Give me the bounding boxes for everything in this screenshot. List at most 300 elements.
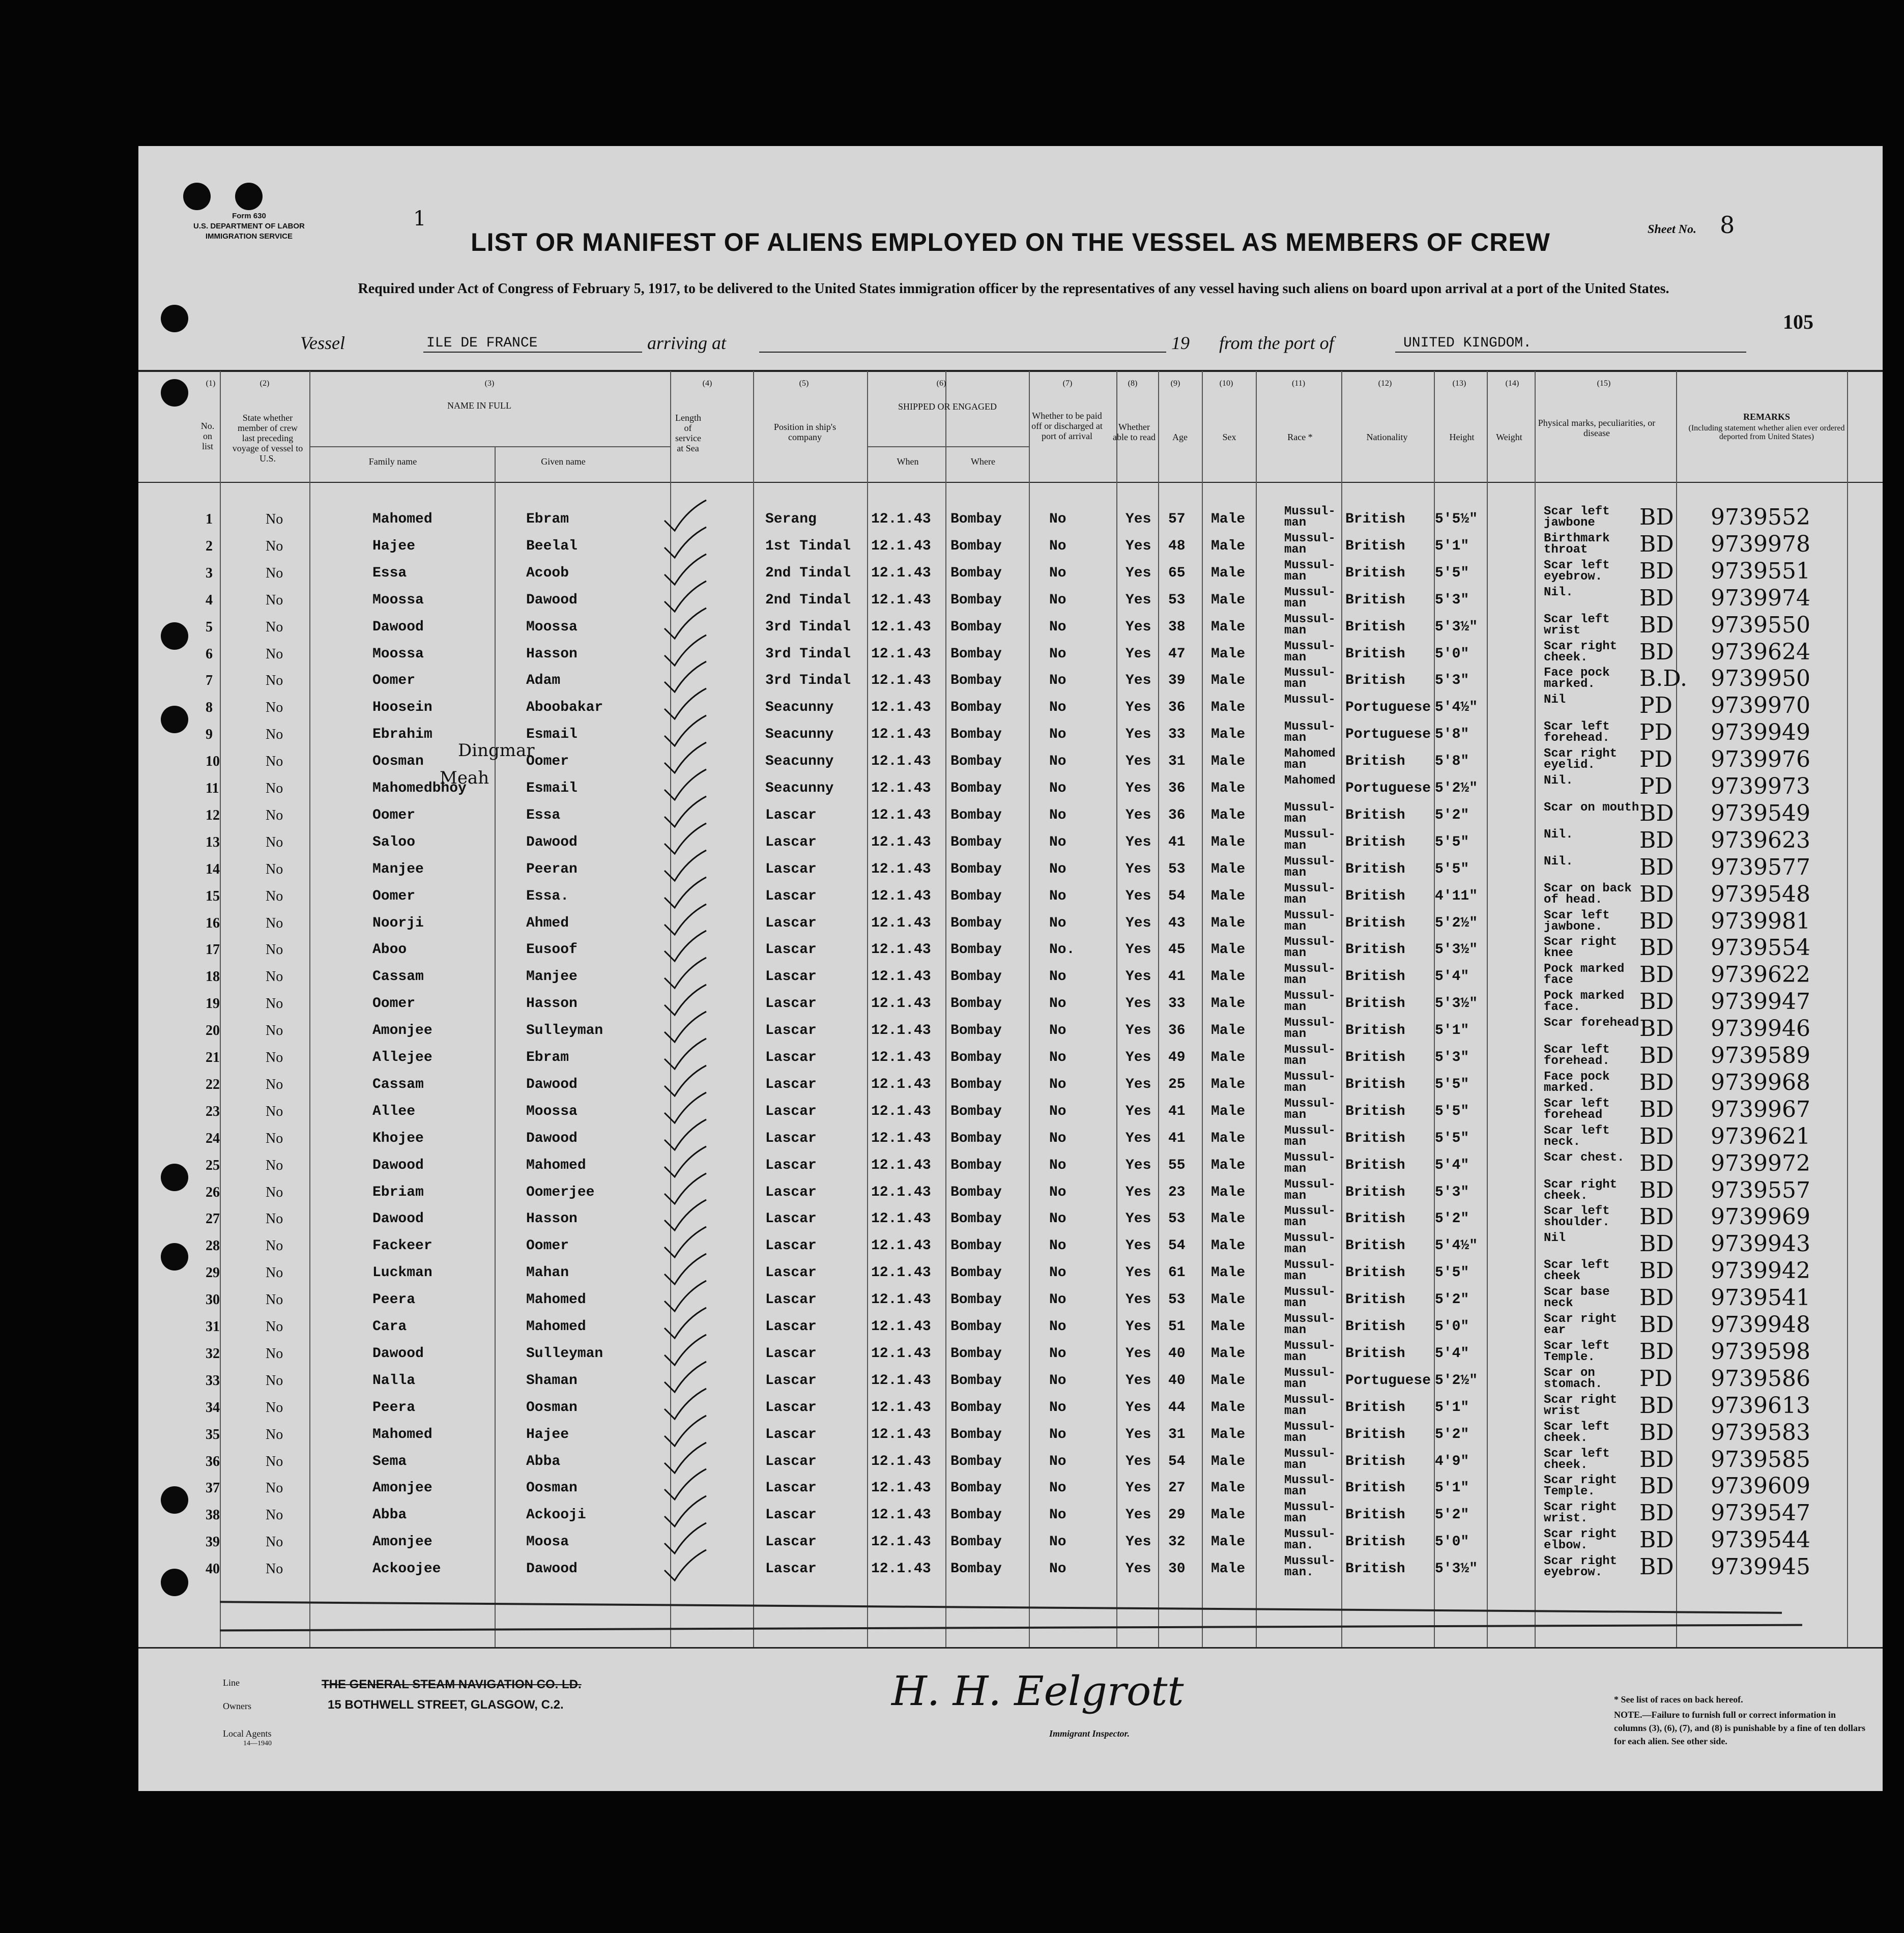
last-voyage-value: No [266,1426,283,1442]
shipped-when: 12.1.43 [871,511,931,527]
height: 5'1" [1435,1399,1469,1416]
last-voyage-value: No [266,700,283,716]
remark-number: 9739948 [1711,1312,1810,1338]
bd-mark: BD [1639,1500,1674,1526]
given-name: Mahomed [526,1319,586,1335]
able-to-read: Yes [1126,1211,1151,1227]
bd-mark: BD [1639,1527,1674,1553]
family-name: Dawood [372,1211,424,1227]
family-name: Amonjee [372,1480,432,1496]
last-voyage-value: No [266,1292,283,1308]
last-voyage-value: No [266,1023,283,1039]
position: Lascar [765,834,817,850]
column-number: (6) [936,379,946,388]
last-voyage-value: No [266,915,283,931]
age: 31 [1168,1426,1186,1442]
shipped-where: Bombay [950,861,1002,877]
last-voyage-value: No [266,1130,283,1146]
bd-mark: BD [1639,908,1674,934]
family-name: Oomer [372,673,416,689]
nationality: British [1345,888,1405,904]
remark-number: 9739609 [1711,1473,1810,1499]
paid-off: No [1049,565,1066,581]
given-name: Oomerjee [526,1184,595,1200]
row-number: 10 [206,754,220,770]
family-name: Hoosein [372,700,432,716]
row-number: 20 [206,1023,220,1039]
given-name: Moosa [526,1534,569,1550]
bd-mark: BD [1639,1123,1674,1149]
age: 43 [1168,915,1186,931]
paid-off: No [1049,1507,1066,1523]
sex: Male [1211,942,1246,958]
paid-off: No [1049,1184,1066,1200]
physical-marks: Scar left wrist [1544,612,1610,638]
shipped-when: 12.1.43 [871,781,931,796]
last-voyage-value: No [266,1238,283,1254]
remark-number: 9739943 [1711,1231,1810,1257]
paid-off: No [1049,1103,1066,1119]
position: Lascar [765,942,817,958]
age: 54 [1168,1453,1186,1469]
handwritten-mark: 1 [413,207,426,230]
vessel-name: ILE DE FRANCE [426,335,538,351]
race: Mahomed man [1284,747,1336,772]
shipped-where: Bombay [950,1184,1002,1200]
position: Lascar [765,1130,817,1146]
sex: Male [1211,1184,1246,1200]
shipped-when: 12.1.43 [871,1157,931,1173]
remark-number: 9739973 [1711,773,1810,799]
nationality: British [1345,1426,1405,1442]
position: Lascar [765,969,817,985]
paid-off: No [1049,511,1066,527]
position: Lascar [765,1076,817,1092]
sex: Male [1211,1453,1246,1469]
shipped-where: Bombay [950,1211,1002,1227]
col-position-header: Position in ship's company [773,422,836,442]
col-height-header: Height [1449,432,1475,442]
height: 5'3" [1435,1050,1469,1065]
nationality: British [1345,1050,1405,1065]
race: Mahomed [1284,774,1336,788]
race: Mussul- man. [1284,1527,1336,1553]
bd-mark: BD [1639,1338,1674,1365]
shipped-when: 12.1.43 [871,646,931,662]
row-number: 39 [206,1534,220,1550]
able-to-read: Yes [1126,1157,1151,1173]
paid-off: No [1049,807,1066,823]
sex: Male [1211,1211,1246,1227]
remark-number: 9739548 [1711,881,1810,907]
shipped-when: 12.1.43 [871,1076,931,1092]
able-to-read: Yes [1126,915,1151,931]
sex: Male [1211,646,1246,662]
physical-marks: Scar left jawbone. [1544,908,1610,934]
family-name: Dawood [372,1345,424,1362]
physical-marks: Scar left cheek [1544,1258,1610,1284]
family-name: Moossa [372,646,424,662]
shipped-when: 12.1.43 [871,700,931,716]
nationality: British [1345,1076,1405,1092]
row-number: 28 [206,1238,220,1254]
remark-number: 9739544 [1711,1527,1810,1553]
paid-off: No [1049,915,1066,931]
column-rule [1202,371,1203,1648]
col-remarks-header: REMARKS [1743,412,1790,422]
shipped-where: Bombay [950,1426,1002,1442]
age: 36 [1168,781,1186,796]
remark-number: 9739589 [1711,1043,1810,1069]
height: 5'2½" [1435,915,1478,931]
able-to-read: Yes [1126,1265,1151,1281]
height: 5'3" [1435,1184,1469,1200]
able-to-read: Yes [1126,861,1151,877]
column-number: (5) [799,379,809,388]
physical-marks: Scar right ear [1544,1312,1618,1337]
shipped-when: 12.1.43 [871,592,931,608]
race: Mussul- man [1284,1366,1336,1391]
bd-mark: BD [1639,1016,1674,1042]
sex: Male [1211,1130,1246,1146]
last-voyage-value: No [266,1453,283,1469]
row-number: 22 [206,1076,220,1092]
position: Lascar [765,888,817,904]
age: 31 [1168,754,1186,770]
shipped-where: Bombay [950,673,1002,689]
position: Serang [765,511,817,527]
sex: Male [1211,700,1246,716]
paid-off: No [1049,754,1066,770]
given-name: Oomer [526,754,569,770]
able-to-read: Yes [1126,969,1151,985]
able-to-read: Yes [1126,1238,1151,1254]
shipped-where: Bombay [950,1103,1002,1119]
given-name: Mahomed [526,1157,586,1173]
given-name: Shaman [526,1372,578,1389]
remark-number: 9739967 [1711,1096,1810,1122]
bd-mark: BD [1639,1231,1674,1257]
row-number: 36 [206,1453,220,1469]
race: Mussul- [1284,693,1336,707]
position: Lascar [765,1534,817,1550]
paid-off: No [1049,1426,1066,1442]
able-to-read: Yes [1126,700,1151,716]
sex: Male [1211,1023,1246,1039]
punch-hole [235,183,263,210]
column-rule [1847,371,1848,1648]
column-rule [1676,371,1677,1648]
given-name: Manjee [526,969,578,985]
underline [759,352,1166,353]
col-race-header: Race * [1287,432,1313,442]
remark-number: 9739945 [1711,1554,1810,1580]
given-name: Ackooji [526,1507,586,1523]
position: Lascar [765,861,817,877]
given-name: Esmail [526,727,578,743]
paid-off: No [1049,538,1066,554]
shipped-when: 12.1.43 [871,1130,931,1146]
family-name: Allee [372,1103,416,1119]
nationality: British [1345,565,1405,581]
physical-marks: Scar forehead [1544,1016,1639,1030]
paid-off: No [1049,1265,1066,1281]
row-number: 14 [206,861,220,877]
nationality: British [1345,1265,1405,1281]
row-number: 13 [206,834,220,850]
age: 36 [1168,1023,1186,1039]
paid-off: No [1049,1561,1066,1577]
position: Lascar [765,1265,817,1281]
last-voyage-value: No [266,1265,283,1281]
age: 44 [1168,1399,1186,1416]
height: 5'2" [1435,1292,1469,1308]
nationality: British [1345,1507,1405,1523]
sex: Male [1211,1103,1246,1119]
position: 2nd Tindal [765,592,851,608]
nationality: British [1345,1345,1405,1362]
col-last-voyage-header: State whether member of crew last preceding voyage of vessel to U.S. [232,413,303,464]
physical-marks: Birthmark throat [1544,531,1610,557]
family-name: Peera [372,1399,416,1416]
sex: Male [1211,673,1246,689]
height: 5'5" [1435,1103,1469,1119]
physical-marks: Scar right knee [1544,935,1618,961]
last-voyage-value: No [266,781,283,796]
sex: Male [1211,834,1246,850]
family-name: Peera [372,1292,416,1308]
shipped-where: Bombay [950,1076,1002,1092]
punch-hole [183,183,211,210]
col-marks-header: Physical marks, peculiarities, or disease [1538,418,1656,438]
paid-off: No [1049,1345,1066,1362]
height: 5'3½" [1435,619,1478,635]
column-rule [753,371,754,1648]
able-to-read: Yes [1126,1184,1151,1200]
last-voyage-value: No [266,969,283,985]
given-name: Sulleyman [526,1345,603,1362]
bd-mark: BD [1639,1554,1674,1580]
punch-hole [161,1243,188,1271]
height: 5'1" [1435,538,1469,554]
row-number: 26 [206,1184,220,1200]
remark-number: 9739586 [1711,1365,1810,1392]
shipped-where: Bombay [950,996,1002,1012]
remark-number: 9739624 [1711,639,1810,665]
paid-off: No [1049,646,1066,662]
able-to-read: Yes [1126,996,1151,1012]
header-bottom-rule [138,482,1883,483]
sex: Male [1211,915,1246,931]
shipped-when: 12.1.43 [871,996,931,1012]
bd-mark: BD [1639,639,1674,665]
last-voyage-value: No [266,834,283,850]
page-subtitle: Required under Act of Congress of February 5, 1917, to be delivered to the United States immigration officer by the representatives of any vessel having such aliens on board upon arrival at a port of the United States. [358,281,1669,297]
column-rule [1256,371,1257,1648]
physical-marks: Nil. [1544,827,1573,842]
header-subrule [309,446,670,447]
age: 54 [1168,1238,1186,1254]
age: 53 [1168,592,1186,608]
given-name: Eusoof [526,942,578,958]
sex: Male [1211,969,1246,985]
service: IMMIGRATION SERVICE [205,232,293,241]
family-name: Amonjee [372,1534,432,1550]
position: 2nd Tindal [765,565,851,581]
race-note: * See list of races on back hereof. [1614,1694,1743,1705]
family-name: Mahomedbhoy [372,781,467,796]
paid-off: No [1049,861,1066,877]
able-to-read: Yes [1126,754,1151,770]
shipped-when: 12.1.43 [871,727,931,743]
column-rule [309,371,310,1648]
paid-off: No [1049,996,1066,1012]
shipped-when: 12.1.43 [871,1534,931,1550]
height: 5'5" [1435,565,1469,581]
race: Mussul- man [1284,1258,1336,1284]
able-to-read: Yes [1126,1426,1151,1442]
bd-mark: BD [1639,1258,1674,1284]
row-number: 32 [206,1345,220,1362]
race: Mussul- man [1284,505,1336,530]
race: Mussul- man [1284,1043,1336,1068]
remark-number: 9739947 [1711,989,1810,1015]
height: 5'0" [1435,646,1469,662]
shipped-where: Bombay [950,1319,1002,1335]
given-name: Peeran [526,861,578,877]
shipped-when: 12.1.43 [871,1211,931,1227]
height: 5'5½" [1435,511,1478,527]
last-voyage-value: No [266,1507,283,1523]
nationality: British [1345,1480,1405,1496]
row-number: 19 [206,996,220,1012]
height: 5'0" [1435,1319,1469,1335]
physical-marks: Scar on back of head. [1544,881,1632,907]
sex: Male [1211,1561,1246,1577]
row-number: 38 [206,1507,220,1523]
sex: Male [1211,511,1246,527]
last-voyage-value: No [266,592,283,608]
bd-mark: BD [1639,612,1674,638]
shipped-where: Bombay [950,592,1002,608]
remark-number: 9739613 [1711,1392,1810,1419]
height: 5'5" [1435,1130,1469,1146]
closing-line [220,1601,1782,1613]
given-name: Dawood [526,592,578,608]
remark-number: 9739946 [1711,1016,1810,1042]
col-given-header: Given name [541,456,586,467]
able-to-read: Yes [1126,1453,1151,1469]
family-name: Cassam [372,1076,424,1092]
height: 5'2½" [1435,1372,1478,1389]
paid-off: No [1049,1130,1066,1146]
physical-marks: Nil [1544,693,1566,707]
given-name: Dawood [526,1130,578,1146]
family-name: Oomer [372,996,416,1012]
year-label: 19 [1171,333,1190,353]
sex: Male [1211,1426,1246,1442]
shipped-when: 12.1.43 [871,1561,931,1577]
last-voyage-value: No [266,1534,283,1550]
position: Seacunny [765,754,834,770]
paid-off: No [1049,1023,1066,1039]
height: 5'3½" [1435,942,1478,958]
column-rule [495,446,496,1648]
column-number: (1) [206,379,216,388]
last-voyage-value: No [266,1399,283,1416]
row-number: 24 [206,1130,220,1146]
row-number: 1 [206,511,213,527]
given-name: Hasson [526,996,578,1012]
nationality: British [1345,511,1405,527]
physical-marks: Scar left forehead [1544,1097,1610,1122]
shipped-where: Bombay [950,888,1002,904]
physical-marks: Nil. [1544,585,1573,599]
physical-marks: Scar right eyelid. [1544,747,1618,772]
last-voyage-value: No [266,861,283,877]
col-weight-header: Weight [1496,432,1522,442]
position: 3rd Tindal [765,619,851,635]
bd-mark: BD [1639,854,1674,880]
age: 41 [1168,1130,1186,1146]
row-number: 7 [206,673,213,689]
row-number: 12 [206,807,220,823]
row-number: 5 [206,619,213,635]
physical-marks: Scar left eyebrow. [1544,558,1610,584]
paid-off: No [1049,700,1066,716]
shipped-when: 12.1.43 [871,538,931,554]
race: Mussul- man. [1284,1554,1336,1580]
col-family-header: Family name [368,456,417,467]
paid-off: No [1049,969,1066,985]
race: Mussul- man [1284,1231,1336,1257]
paid-off: No. [1049,942,1075,958]
bd-mark: BD [1639,504,1674,530]
given-name: Aboobakar [526,700,603,716]
underline [423,352,642,353]
col-sex-header: Sex [1222,432,1236,442]
family-name: Hajee [372,538,416,554]
physical-marks: Scar right eyebrow. [1544,1554,1618,1580]
given-name: Oomer [526,1238,569,1254]
position: Lascar [765,996,817,1012]
col-service-header: Length of service at Sea [675,413,701,453]
sex: Male [1211,1399,1246,1416]
nationality: Portuguese [1345,1372,1431,1389]
shipped-where: Bombay [950,1050,1002,1065]
bd-mark: BD [1639,1096,1674,1122]
position: Seacunny [765,727,834,743]
race: Mussul- man [1284,1177,1336,1203]
nationality: British [1345,1399,1405,1416]
physical-marks: Scar left forehead. [1544,1043,1610,1068]
row-number: 16 [206,915,220,931]
column-number: (7) [1062,379,1073,388]
race: Mussul- man [1284,854,1336,880]
sex: Male [1211,754,1246,770]
height: 5'8" [1435,727,1469,743]
paid-off: No [1049,1157,1066,1173]
physical-marks: Scar on stomach. [1544,1366,1603,1391]
shipped-where: Bombay [950,1345,1002,1362]
shipped-where: Bombay [950,511,1002,527]
able-to-read: Yes [1126,511,1151,527]
age: 48 [1168,538,1186,554]
height: 5'1" [1435,1023,1469,1039]
nationality: British [1345,834,1405,850]
remark-number: 9739942 [1711,1258,1810,1284]
physical-marks: Scar left cheek. [1544,1447,1610,1472]
